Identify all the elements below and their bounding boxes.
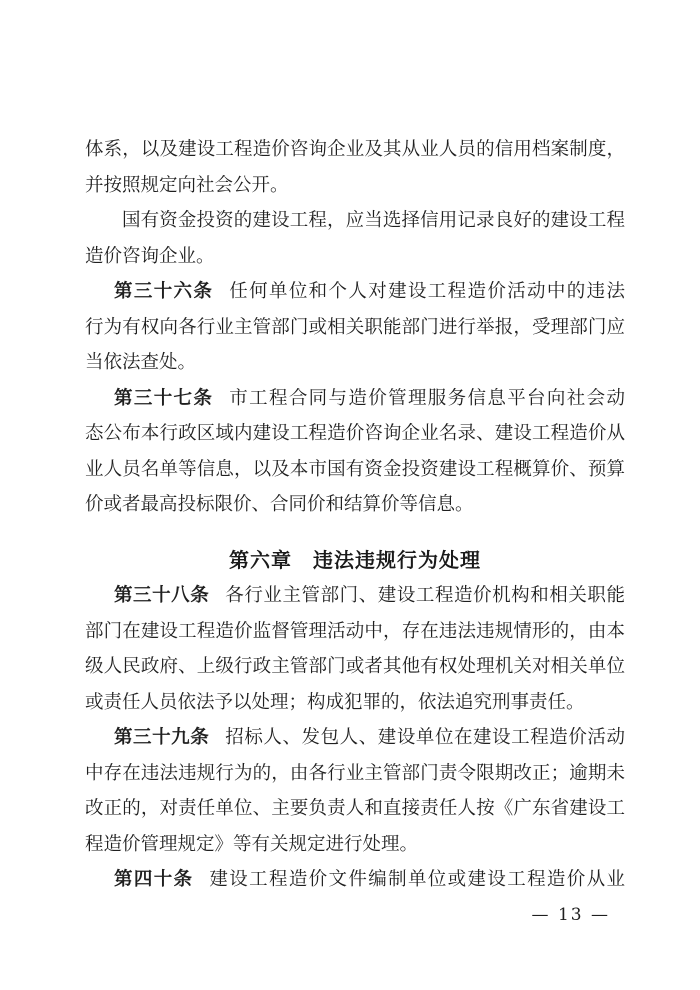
document-body — [85, 132, 625, 898]
text-line: 行为有权向各行业主管部门或相关职能部门进行举报，受理部门应 — [85, 316, 625, 338]
text-line — [85, 862, 625, 898]
text-line: 业人员名单等信息，以及本市国有资金投资建设工程概算价、预算 — [85, 458, 625, 480]
paragraph — [85, 720, 625, 862]
text-line — [85, 274, 625, 310]
line-text: 任何单位和个人对建设工程造价活动中的违法 — [229, 281, 625, 302]
text-line: 级人民政府、上级行政主管部门或者其他有权处理机关对相关单位 — [85, 656, 625, 677]
line-text: 招标人、发包人、建设单位在建设工程造价活动 — [225, 727, 625, 748]
article-number: 第三十七条 — [114, 387, 214, 409]
article-number: 第四十条 — [114, 869, 194, 890]
text-line: 态公布本行政区域内建设工程造价咨询企业名录、建设工程造价从 — [85, 423, 625, 444]
text-line: 或责任人员依法予以处理；构成犯罪的，依法追究刑事责任。 — [85, 691, 585, 713]
paragraph — [85, 381, 625, 523]
text-line — [85, 381, 625, 417]
article-number: 第三十九条 — [114, 727, 210, 748]
text-line: 程造价管理规定》等有关规定进行处理。 — [85, 833, 419, 855]
paragraph — [85, 274, 625, 381]
line-text: 市工程合同与造价管理服务信息平台向社会动 — [229, 387, 625, 409]
text-line: 中存在违法违规行为的，由各行业主管部门责令限期改正；逾期未 — [85, 762, 625, 784]
paragraph — [85, 203, 625, 274]
line-text: 各行业主管部门、建设工程造价机构和相关职能 — [225, 585, 625, 606]
text-line — [85, 720, 625, 756]
text-line: 体系，以及建设工程造价咨询企业及其从业人员的信用档案制度， — [85, 139, 625, 160]
paragraph — [85, 862, 625, 898]
text-line: 国有资金投资的建设工程，应当选择信用记录良好的建设工程 — [122, 210, 625, 231]
line-text: 建设工程造价文件编制单位或建设工程造价从业 — [209, 869, 625, 890]
article-number: 第三十八条 — [114, 585, 210, 606]
article-number: 第三十六条 — [114, 281, 214, 302]
text-line: 当依法查处。 — [85, 352, 197, 373]
text-line: 并按照规定向社会公开。 — [85, 174, 289, 196]
page-number: — 13 — — [531, 905, 610, 925]
text-line: 部门在建设工程造价监督管理活动中，存在违法违规情形的，由本 — [85, 620, 625, 642]
chapter-heading: 第六章 违法违规行为处理 — [229, 547, 481, 572]
text-line — [85, 578, 625, 614]
paragraph — [85, 132, 625, 203]
text-line: 改正的，对责任单位、主要负责人和直接责任人按《广东省建设工 — [85, 798, 625, 819]
paragraph — [85, 578, 625, 720]
text-line: 造价咨询企业。 — [85, 245, 215, 267]
text-line: 价或者最高投标限价、合同价和结算价等信息。 — [85, 494, 474, 515]
